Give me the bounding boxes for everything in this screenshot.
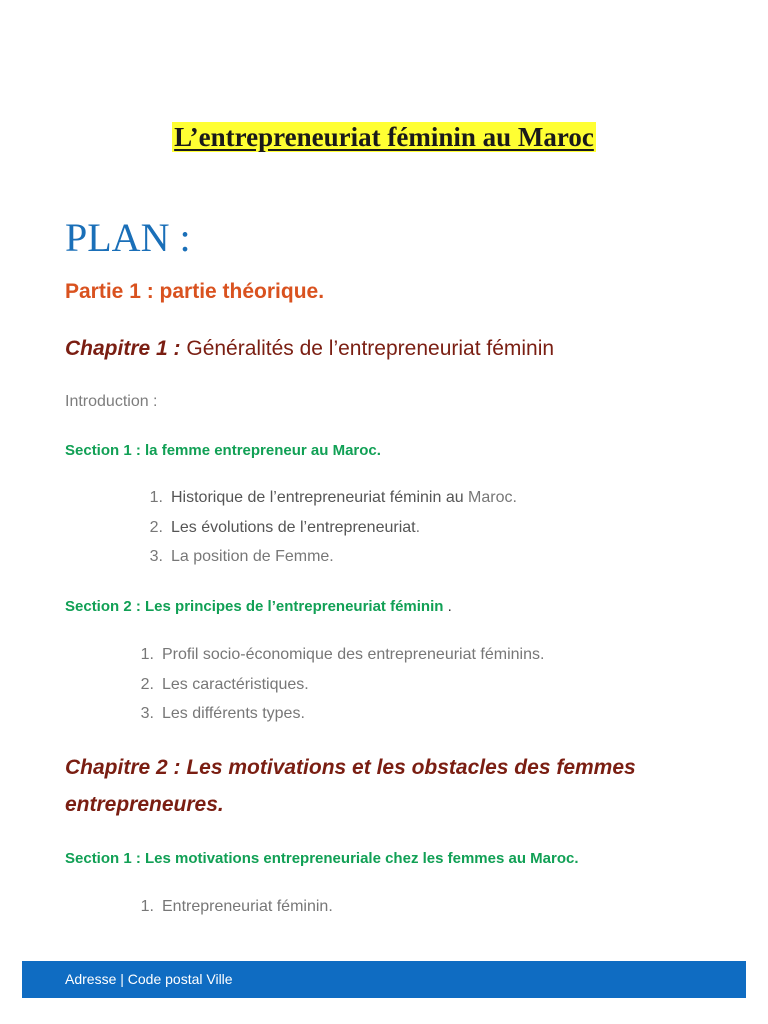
list-item: 2. Les évolutions de l’entrepreneuriat. bbox=[149, 518, 421, 536]
plan-heading: PLAN : bbox=[65, 215, 191, 260]
chapitre-2-heading bbox=[65, 749, 636, 823]
introduction-label: Introduction : bbox=[65, 393, 158, 410]
chapitre-1-heading bbox=[65, 330, 554, 367]
chapitre-1-text: Généralités de l’entrepreneuriat féminin bbox=[180, 337, 555, 360]
chapitre-2-line-1: Chapitre 2 : Les motivations et les obstacles des femmes bbox=[65, 756, 636, 779]
partie-1-heading: Partie 1 : partie théorique. bbox=[65, 280, 325, 303]
footer-address: Adresse | Code postal Ville bbox=[65, 971, 233, 987]
section-2-1-heading: Section 1 : Les motivations entrepreneuriale chez les femmes au Maroc. bbox=[65, 850, 579, 867]
list-item: 1. Entrepreneuriat féminin. bbox=[140, 898, 333, 915]
chapitre-2-line-2: entrepreneures. bbox=[65, 793, 224, 816]
chapitre-1-label: Chapitre 1 : bbox=[65, 337, 181, 360]
list-item: 1. Profil socio-économique des entrepreneuriat féminins. bbox=[140, 646, 545, 663]
section-1-2-list bbox=[132, 646, 544, 735]
document-title: L’entrepreneuriat féminin au Maroc bbox=[174, 122, 594, 152]
section-2-1-list bbox=[132, 898, 333, 928]
list-item: 3. Les différents types. bbox=[140, 705, 305, 722]
section-1-1-list bbox=[141, 489, 517, 578]
list-item: 3. La position de Femme. bbox=[149, 548, 334, 565]
section-1-2-heading: Section 2 : Les principes de l’entrepreneuriat féminin . bbox=[65, 598, 452, 615]
list-item: 2. Les caractéristiques. bbox=[140, 675, 309, 693]
footer-bar bbox=[22, 961, 746, 998]
list-item: 1. Historique de l’entrepreneuriat féminin au Maroc. bbox=[149, 489, 517, 506]
section-1-1-heading: Section 1 : la femme entrepreneur au Maroc. bbox=[65, 442, 381, 459]
